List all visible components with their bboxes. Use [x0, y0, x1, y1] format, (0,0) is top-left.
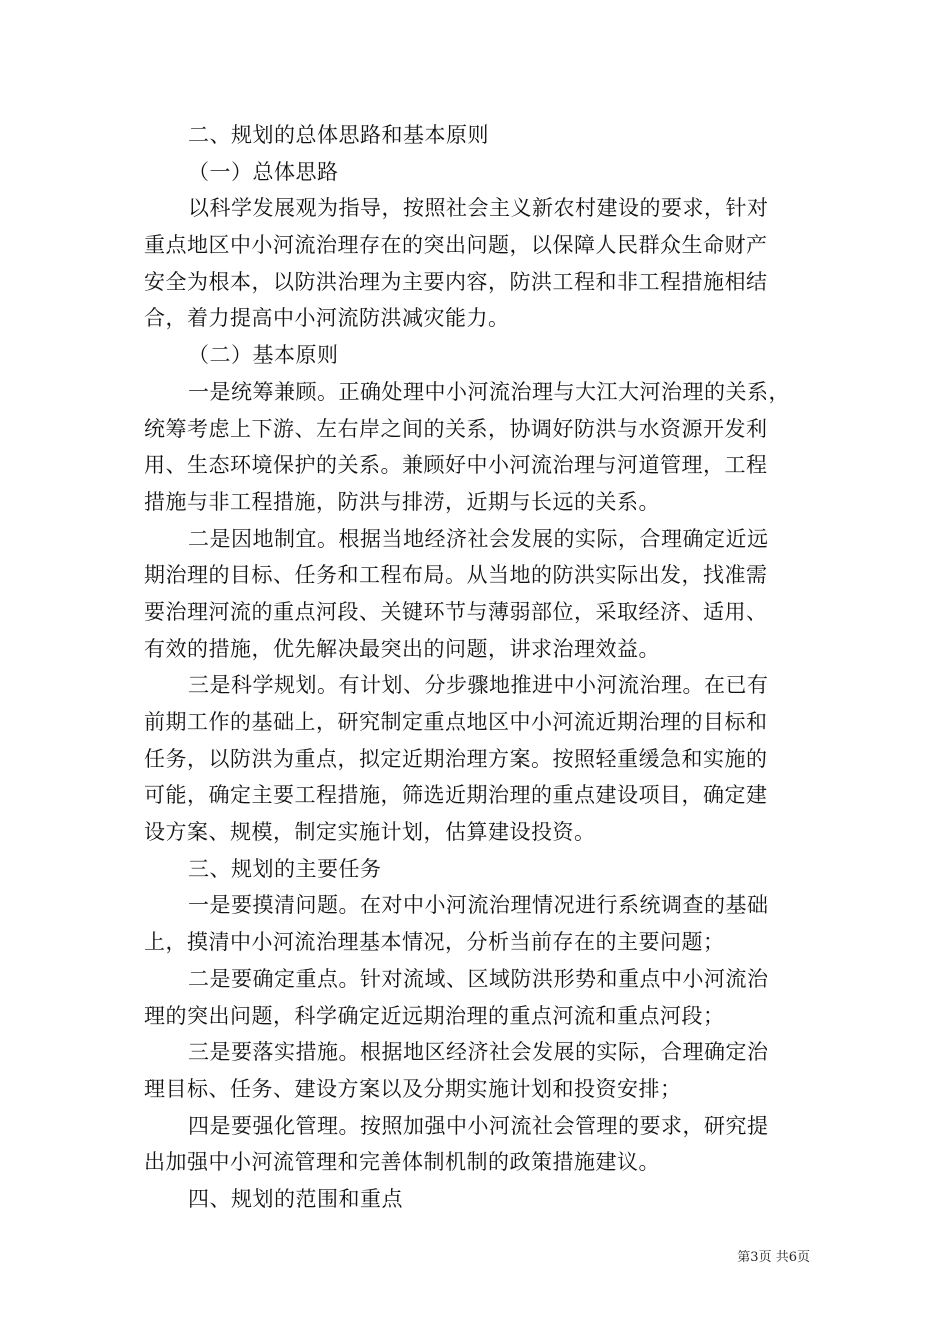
text-line: 三、规划的主要任务	[188, 856, 382, 881]
page-label-suffix: 页	[796, 1250, 810, 1265]
text-line: 合，着力提高中小河流防洪减灾能力。	[144, 306, 510, 331]
text-line: 出加强中小河流管理和完善体制机制的政策措施建议。	[144, 1150, 660, 1175]
text-line: 有效的措施，优先解决最突出的问题，讲求治理效益。	[144, 636, 660, 661]
total-page-number: 6	[788, 1250, 797, 1265]
text-line: （一）总体思路	[188, 159, 339, 184]
text-line: 二是要确定重点。针对流域、区域防洪形势和重点中小河流治	[188, 966, 769, 991]
text-line: 设方案、规模，制定实施计划，估算建设投资。	[144, 820, 596, 845]
text-line: 上，摸清中小河流治理基本情况，分析当前存在的主要问题；	[144, 930, 725, 955]
page-label-middle: 页 共	[758, 1250, 789, 1265]
text-line: 二、规划的总体思路和基本原则	[188, 123, 489, 147]
text-line: 三是要落实措施。根据地区经济社会发展的实际，合理确定治	[188, 1040, 769, 1065]
page-footer	[690, 1250, 810, 1266]
text-line: 四是要强化管理。按照加强中小河流社会管理的要求，研究提	[188, 1113, 769, 1138]
text-line: 一是要摸清问题。在对中小河流治理情况进行系统调查的基础	[188, 893, 769, 918]
text-line: 要治理河流的重点河段、关键环节与薄弱部位，采取经济、适用、	[144, 599, 768, 624]
text-line: 可能，确定主要工程措施，筛选近期治理的重点建设项目，确定建	[144, 783, 768, 808]
text-line: （二）基本原则	[188, 343, 339, 368]
text-line: 重点地区中小河流治理存在的突出问题，以保障人民群众生命财产	[144, 233, 768, 258]
text-line: 以科学发展观为指导，按照社会主义新农村建设的要求，针对	[188, 196, 769, 221]
text-line: 三是科学规划。有计划、分步骤地推进中小河流治理。在已有	[188, 673, 769, 698]
text-line: 理目标、任务、建设方案以及分期实施计划和投资安排；	[144, 1076, 682, 1101]
text-line: 安全为根本，以防洪治理为主要内容，防洪工程和非工程措施相结	[144, 269, 768, 294]
document-body	[144, 117, 812, 1218]
text-line: 二是因地制宜。根据当地经济社会发展的实际，合理确定近远	[188, 526, 769, 551]
text-line: 前期工作的基础上，研究制定重点地区中小河流近期治理的目标和	[144, 710, 768, 734]
text-line: 四、规划的范围和重点	[188, 1186, 403, 1211]
text-line: 期治理的目标、任务和工程布局。从当地的防洪实际出发，找准需	[144, 563, 768, 588]
text-line: 理的突出问题，科学确定近远期治理的重点河流和重点河段；	[144, 1003, 725, 1028]
text-line: 任务，以防洪为重点，拟定近期治理方案。按照轻重缓急和实施的	[144, 746, 768, 771]
text-line: 用、生态环境保护的关系。兼顾好中小河流治理与河道管理，工程	[144, 453, 768, 478]
page-label-prefix: 第	[737, 1250, 751, 1265]
current-page-number: 3	[750, 1250, 759, 1265]
text-line: 一是统筹兼顾。正确处理中小河流治理与大江大河治理的关系，	[188, 379, 790, 404]
text-line: 措施与非工程措施，防洪与排涝，近期与长远的关系。	[144, 489, 660, 514]
text-line: 统筹考虑上下游、左右岸之间的关系，协调好防洪与水资源开发利	[144, 416, 768, 441]
